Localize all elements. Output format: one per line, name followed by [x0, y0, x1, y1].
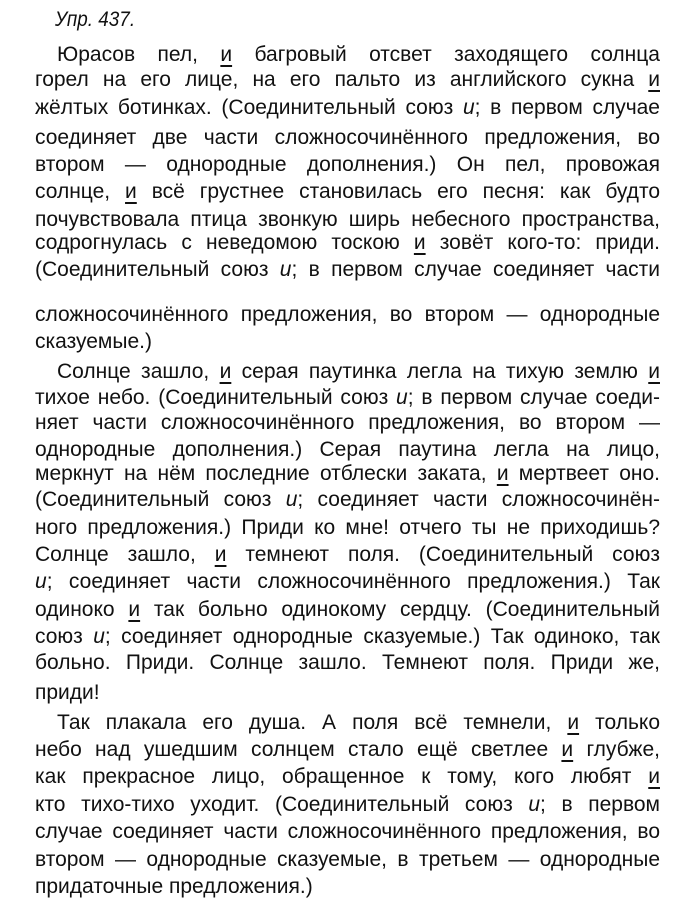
text-segment: почувствовала птица звонкую ширь небесного пространства,	[35, 208, 660, 231]
text-segment: ; в первом	[540, 793, 660, 816]
text-line-content	[35, 328, 152, 356]
text-line	[35, 460, 660, 488]
text-segment: багровый отсвет заходящего солнца	[232, 43, 660, 66]
text-line-content	[35, 229, 660, 257]
text-segment: ; соединяет однородные сказуемые.) Так одиноко, так	[104, 625, 660, 648]
text-line	[35, 151, 660, 179]
text-segment: ; в первом случае	[474, 96, 660, 119]
text-line-content	[57, 709, 660, 737]
text-segment: (Соединительный союз	[35, 488, 286, 511]
text-line-content	[35, 124, 660, 152]
text-segment: темнеют поля. (Соединительный союз	[226, 543, 660, 566]
text-segment: сказуемые.)	[35, 330, 152, 353]
text-line-content	[35, 301, 660, 329]
text-line-content	[35, 178, 660, 206]
italic-conjunction: и	[528, 793, 541, 816]
text-segment: только	[579, 711, 660, 734]
text-segment: втором — однородные сказуемые, в третьем — однородные	[35, 848, 660, 871]
text-segment: случае соединяет части сложносочинённого предложения, во	[35, 820, 660, 843]
text-segment: так больно одинокому сердцу. (Соединительный	[140, 598, 660, 621]
text-line-content	[35, 151, 660, 179]
underlined-conjunction: и	[561, 738, 574, 761]
text-segment: горел на его лице, на его пальто из английского сукна	[35, 68, 649, 91]
text-line-content	[57, 41, 660, 69]
text-line	[35, 229, 660, 257]
italic-conjunction: и	[396, 386, 408, 409]
text-line-content	[35, 818, 660, 846]
italic-conjunction: и	[279, 258, 292, 281]
text-line-content	[35, 460, 660, 488]
text-segment: всё грустнее становилась его песня: как будто	[136, 180, 661, 203]
text-segment: содрогнулась с неведомою тоскою	[35, 231, 414, 254]
text-segment: втором — однородные дополнения.) Он пел, провожая	[35, 153, 660, 176]
text-segment: Юрасов пел,	[57, 43, 221, 66]
text-line-content	[35, 384, 660, 412]
underlined-conjunction: и	[413, 231, 426, 254]
text-line	[35, 514, 660, 542]
text-line-content	[35, 514, 660, 542]
text-line	[35, 541, 660, 569]
text-line	[35, 66, 660, 94]
text-line	[35, 124, 660, 152]
text-line	[35, 736, 660, 764]
text-line	[57, 41, 660, 69]
text-line	[35, 649, 660, 677]
text-line	[35, 178, 660, 206]
text-line-content	[35, 596, 660, 624]
text-line	[35, 256, 660, 284]
text-segment: серая паутинка легла на тихую землю	[231, 360, 649, 383]
text-line-content	[35, 623, 660, 651]
text-line	[35, 763, 660, 791]
text-segment: Солнце зашло,	[57, 360, 220, 383]
text-line	[35, 679, 100, 707]
text-line-content	[35, 568, 660, 596]
text-segment: (Соединительный союз	[35, 258, 280, 281]
text-segment: однородные дополнения.) Серая паутина легла на лицо,	[35, 438, 660, 461]
underlined-conjunction: и	[220, 43, 233, 66]
underlined-conjunction: и	[214, 543, 227, 566]
text-segment: сложносочинённого предложения, во втором — однородные	[35, 303, 660, 326]
italic-conjunction: и	[462, 96, 475, 119]
text-segment: придаточные предложения.)	[35, 875, 313, 898]
text-line-content	[35, 649, 660, 677]
text-segment: Так плакала его душа. А поля всё темнели,	[57, 711, 568, 734]
text-line	[35, 596, 660, 624]
text-line-content	[35, 486, 660, 514]
text-line	[35, 818, 660, 846]
text-line-content	[35, 256, 660, 284]
text-line	[57, 709, 660, 737]
text-line-content	[35, 541, 660, 569]
text-line	[35, 328, 152, 356]
underlined-conjunction: и	[496, 462, 509, 485]
text-line	[35, 486, 660, 514]
text-segment: зовёт кого-то: приди.	[425, 231, 661, 254]
underlined-conjunction: и	[128, 598, 141, 621]
text-line	[35, 846, 660, 874]
text-line-content	[57, 358, 660, 386]
text-line	[35, 384, 660, 412]
text-segment: Солнце зашло,	[35, 543, 215, 566]
text-segment: мертвеет оно.	[508, 462, 660, 485]
text-segment: одиноко	[35, 598, 129, 621]
underlined-conjunction: и	[567, 711, 580, 734]
text-line	[35, 791, 660, 819]
text-segment: ного предложения.) Приди ко мне! отчего ты не приходишь?	[35, 516, 660, 539]
text-line-content	[35, 736, 660, 764]
italic-conjunction: и	[285, 488, 298, 511]
text-segment: няет части сложносочинённого предложения, во втором —	[35, 411, 660, 434]
underlined-conjunction: и	[125, 180, 137, 203]
underlined-conjunction: и	[648, 68, 660, 91]
italic-conjunction: и	[93, 625, 105, 648]
text-line-content	[35, 409, 660, 437]
text-segment: кто тихо-тихо уходит. (Соединительный союз	[35, 793, 529, 816]
text-line	[35, 94, 660, 122]
text-line-content	[35, 791, 660, 819]
text-segment: приди!	[35, 681, 100, 704]
italic-conjunction: и	[35, 570, 47, 593]
underlined-conjunction: и	[219, 360, 232, 383]
text-segment: тихое небо. (Соединительный союз	[35, 386, 397, 409]
text-line-content	[35, 94, 660, 122]
text-line-content	[35, 66, 660, 94]
text-line	[35, 301, 660, 329]
text-segment: больно. Приди. Солнце зашло. Темнеют поля. Приди же,	[35, 651, 660, 674]
text-line	[35, 623, 660, 651]
text-line	[35, 873, 313, 901]
text-line	[57, 358, 660, 386]
text-line-content	[35, 846, 660, 874]
text-segment: меркнут на нём последние отблески заката,	[35, 462, 497, 485]
text-segment: жёлтых ботинках. (Соединительный союз	[35, 96, 463, 119]
text-segment: ; соединяет части сложносочинён-	[297, 488, 660, 511]
text-line-content	[35, 873, 313, 901]
text-segment: солнце,	[35, 180, 126, 203]
text-line	[35, 409, 660, 437]
text-segment: союз	[35, 625, 94, 648]
text-line-content	[35, 679, 100, 707]
exercise-title: Упр. 437.	[55, 8, 136, 31]
text-segment: ; в первом случае соеди-	[407, 386, 660, 409]
text-segment: ; соединяет части сложносочинённого предложения.) Так	[46, 570, 660, 593]
text-segment: ; в первом случае соединяет части	[291, 258, 661, 281]
text-line	[35, 568, 660, 596]
underlined-conjunction: и	[648, 360, 660, 383]
text-segment: соединяет две части сложносочинённого предложения, во	[35, 126, 660, 149]
text-segment: небо над ушедшим солнцем стало ещё светлее	[35, 738, 562, 761]
text-segment: как прекрасное лицо, обращенное к тому, кого любят	[35, 765, 649, 788]
text-segment: глубже,	[573, 738, 660, 761]
text-line-content	[35, 763, 660, 791]
underlined-conjunction: и	[648, 765, 660, 788]
